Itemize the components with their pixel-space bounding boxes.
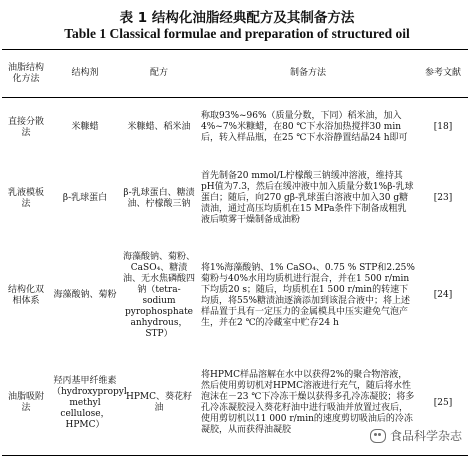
wechat-icon [370, 429, 386, 443]
formula-cell: 海藻酸钠、菊粉、CaSO₄、糖渍油、无水焦磷酸四钠（tetra-sodium pyrophosphate anhydrous，STP） [122, 251, 195, 339]
ref-cell: [25] [433, 397, 453, 408]
prep-cell: 将HPMC样品溶解在水中以获得2%的聚合物溶液，然后使用剪切机对HPMC溶液进行充气，随后将水性泡沫在－23 ℃下冷冻干燥以获得多孔冷冻凝胶；将多孔冷冻凝胶浸入葵花籽油中进行吸油并放置过夜后，使用剪切机以11 000 r/min的速度剪切吸油后的冷冻凝胶，从而获得油凝胶 [201, 370, 415, 436]
formula-cell: HPMC、葵花籽油 [125, 392, 192, 414]
watermark-text: 食品科学杂志 [389, 429, 462, 443]
header-row [2, 50, 468, 98]
table-row [2, 98, 468, 158]
formula-cell: 米糠蜡、稻米油 [127, 122, 191, 133]
watermark [370, 427, 462, 444]
method-type-cell: 结构化双相体系 [7, 284, 44, 306]
header-method-type: 油脂结构化方法 [2, 50, 50, 98]
ref-cell: [18] [433, 122, 453, 133]
agent-cell: 米糠蜡 [71, 122, 99, 133]
prep-cell: 将1%海藻酸钠、1% CaSO₄、0.75 % STP和2.25%菊粉与40%水用均质机进行混合，并在1 500 r/min下均质20 s；随后，均质机在1 500 r/min的转速下均质，将55%糖渍油逐滴添加到该混合液中；将上述样品置于具有一定压力的金属模具中压实避免气泡产生，并在2 ℃的冷藏室中贮存24 h [201, 262, 415, 328]
table-row [2, 240, 468, 352]
agent-cell: 海藻酸钠、菊粉 [53, 290, 117, 300]
method-type-cell: 直接分散法 [7, 116, 44, 138]
formula-table [2, 49, 468, 456]
prep-cell: 首先制备20 mmol/L柠檬酸三钠缓冲溶液，维持其pH值为7.3，然后在缓冲液中加入质量分数1%β-乳球蛋白；随后，向270 gβ-乳球蛋白溶液中加入30 g糖渍油，通过高压均质机在15 MPa条件下制备成粗乳液后喷雾干燥制备成油粉 [201, 171, 414, 225]
prep-cell: 称取93%~96%（质量分数，下同）稻米油，加入4%~7%米糠蜡，在80 ℃下水浴加热搅拌30 min后，转入样品瓶，在25 ℃下水浴静置结晶24 h即可 [201, 111, 408, 144]
header-ref: 参考文献 [418, 50, 468, 98]
table-row [2, 158, 468, 240]
method-type-cell: 油脂吸附法 [7, 392, 44, 414]
header-prep: 制备方法 [198, 50, 418, 98]
agent-cell: β-乳球蛋白 [62, 193, 108, 203]
formula-cell: β-乳球蛋白、糖渍油、柠檬酸三钠 [123, 187, 195, 209]
method-type-cell: 乳液模板法 [7, 187, 44, 209]
ref-cell: [23] [433, 193, 453, 203]
table-title-cn: 表 1 结构化油脂经典配方及其制备方法 [119, 10, 355, 26]
agent-cell: 羟丙基甲纤维素（hydroxypropyl methyl cellulose，HPMC） [52, 375, 127, 430]
header-agent: 结构剂 [50, 50, 120, 98]
ref-cell: [24] [433, 290, 453, 300]
header-formula: 配方 [120, 50, 198, 98]
table-title-en: Table 1 Classical formulae and preparation of structured oil [64, 26, 410, 41]
